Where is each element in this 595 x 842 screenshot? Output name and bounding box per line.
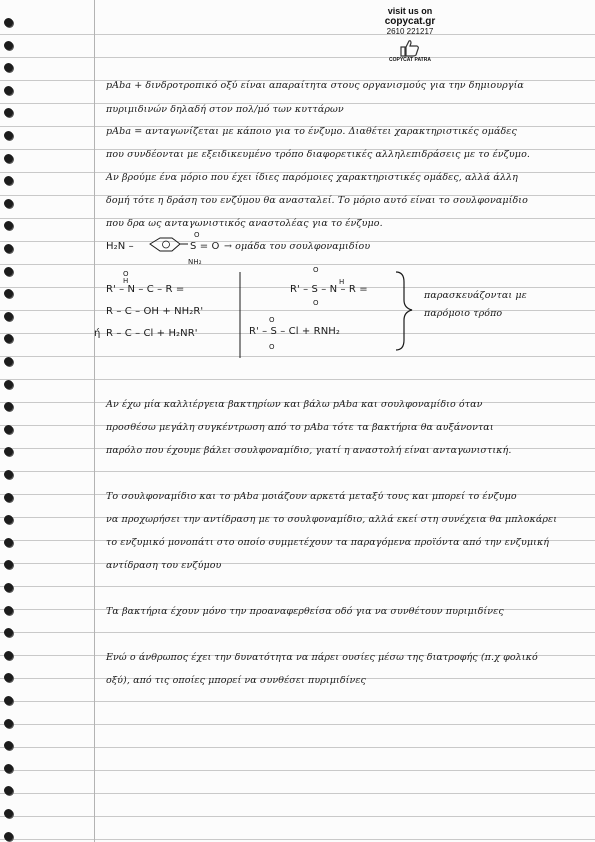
structure-amine: H₂N – [106,241,134,252]
ad-website: copycat.gr [384,16,436,27]
para4-line1: Αν έχω μία καλλιέργεια βακτηρίων και βάλω pAba και σουλφοναμίδιο όταν [106,399,483,410]
amide-oxygen: O [123,270,129,278]
para5-line4: αντίδραση του ενζύμου [106,560,222,571]
para5-line1: Το σουλφοναμίδιο και το pAba μοιάζουν αρκετά μεταξύ τους και μπορεί το ένζυμο [106,491,517,502]
structure-oxygen-top: O [194,231,200,239]
ad-brand: COPYCAT PATRA [389,57,431,63]
reaction-note-line1: παρασκευάζονται με [424,290,527,301]
para4-line3: παρόλο που έχουμε βάλει σουλφοναμίδιο, γιατί η αναστολή είναι ανταγωνιστική. [106,445,512,456]
sulfonyl-oxygen-bottom: O [269,343,275,351]
para3-line3: που δρα ως ανταγωνιστικός αναστολέας για το ένζυμο. [106,218,383,229]
sulfonamide-oxygen-bottom: O [313,299,319,307]
para2-line1: pAba = ανταγωνίζεται με κάποιο για το ένζυμο. Διαθέτει χαρακτηριστικές ομάδες [106,126,517,137]
para3-line2: δομή τότε η δράση του ενζύμου θα ανασταλεί. Το μόριο αυτό είναι το σουλφοναμίδιο [106,195,528,206]
ad-line-1: visit us on [387,6,433,16]
sulfonyl-oxygen-top: O [269,316,275,324]
para7-line2: οξύ), από τις οποίες μπορεί να συνθέσει πυριμιδίνες [106,675,366,686]
para1-line1: pAba + δινδροτροπικό οξύ είναι απαραίτητα στους οργανισμούς για την δημιουργία [106,80,524,91]
structure-amino: NH₂ [188,258,202,266]
para3-line1: Αν βρούμε ένα μόριο που έχει ίδιες παρόμοιες χαρακτηριστικές ομάδες, αλλά άλλη [106,172,518,183]
para6-line1: Τα βακτήρια έχουν μόνο την προαναφερθείσα οδό για να συνθέτουν πυριμιδίνες [106,606,504,617]
para7-line1: Ενώ ο άνθρωπος έχει την δυνατότητα να πάρει ουσίες μέσω της διατροφής (π.χ φολικό [106,652,538,663]
amide-formula: R' – N – C – R = [106,284,185,295]
or-label: ή [94,328,101,339]
para5-line3: το ενζυμικό μονοπάτι στο οποίο συμμετέχουν τα παραγόμενα προϊόντα από την ενζυμική [106,537,550,548]
sulfonamide-oxygen-top: O [313,266,319,274]
para4-line2: προσθέσω μεγάλη συγκέντρωση από το pAba τότε τα βακτήρια θα αυξάνονται [106,422,494,433]
sulfonamide-formula: R' – S – N – R = [290,284,368,295]
para1-line2: πυριμιδινών δηλαδή στον πολ/μό των κυττάρων [106,104,344,115]
para2-line2: που συνδέονται με εξειδικευμένο τρόπο διαφορετικές αλληλεπιδράσεις με το ένζυμο. [106,149,531,160]
acid-formula: R – C – OH + NH₂R' [106,306,204,317]
structure-sulfur: S = O [190,241,220,252]
sulfonamide-hydrogen: H [339,278,345,286]
structure-caption: → ομάδα του σουλφοναμιδίου [224,241,371,252]
reaction-note-line2: παρόμοιο τρόπο [424,308,503,319]
chloride-formula: R – C – Cl + H₂NR' [106,328,198,339]
amide-hydrogen: H [123,277,129,285]
ad-phone: 2610 221217 [386,27,434,36]
para5-line2: να προχωρήσει την αντίδραση με το σουλφοναμίδιο, αλλά εκεί στη συνέχεια θα μπλοκάρει [106,514,558,525]
sulfonyl-formula: R' – S – Cl + RNH₂ [249,326,341,337]
